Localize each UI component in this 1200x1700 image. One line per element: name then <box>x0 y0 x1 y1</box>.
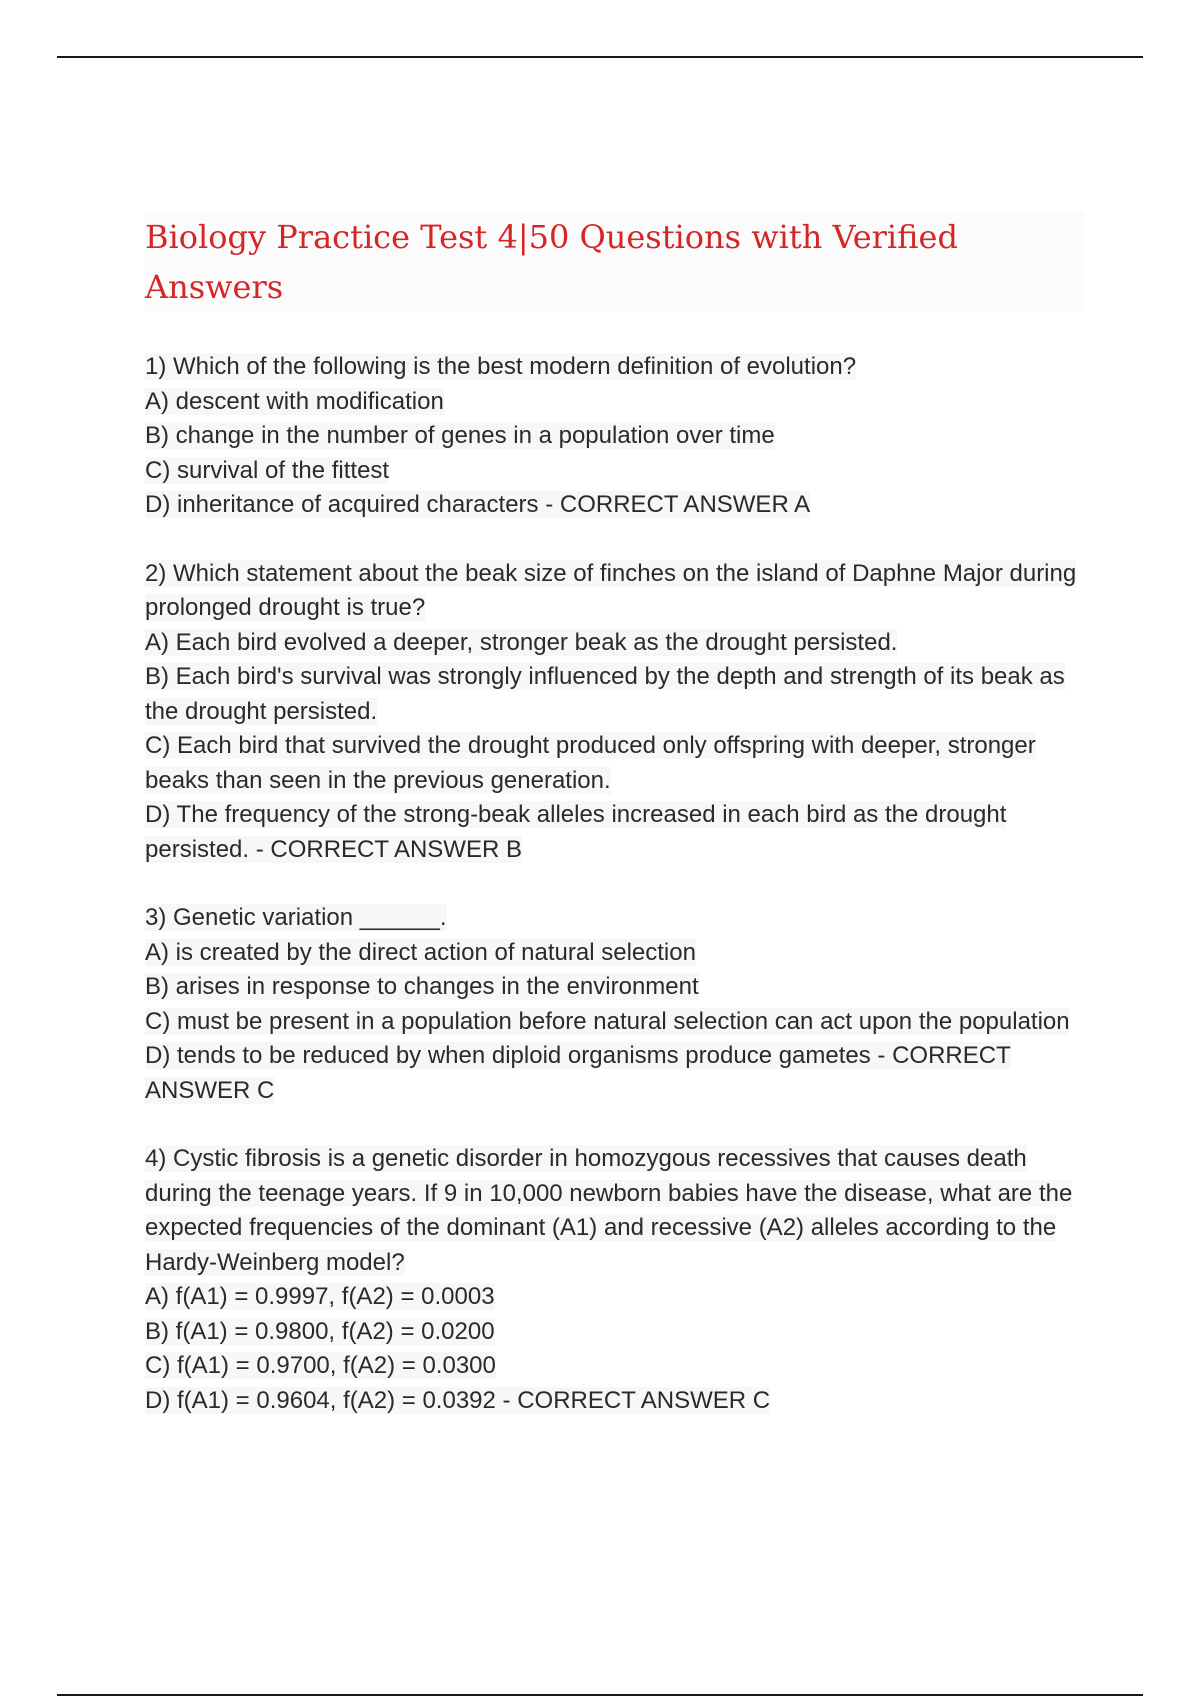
question-2-option-d: D) The frequency of the strong-beak alleles increased in each bird as the drought persisted. - CORRECT ANSWER B <box>145 801 1007 863</box>
question-2-option-a: A) Each bird evolved a deeper, stronger beak as the drought persisted. <box>145 628 898 656</box>
question-1-option-c: C) survival of the fittest <box>145 456 390 484</box>
question-2 <box>145 557 1085 868</box>
question-4 <box>145 1142 1085 1418</box>
question-1-option-b: B) change in the number of genes in a population over time <box>145 422 775 449</box>
question-3-option-a: A) is created by the direct action of natural selection <box>145 938 696 966</box>
document-body <box>145 212 1085 1452</box>
question-3-stem: 3) Genetic variation ______. <box>145 904 447 931</box>
question-3-option-b: B) arises in response to changes in the environment <box>145 973 699 1000</box>
bottom-rule <box>57 1694 1143 1696</box>
question-4-option-d: D) f(A1) = 0.9604, f(A2) = 0.0392 - CORRECT ANSWER C <box>145 1386 771 1414</box>
question-3-option-d: D) tends to be reduced by when diploid organisms produce gametes - CORRECT ANSWER C <box>145 1042 1011 1104</box>
top-rule <box>57 56 1143 58</box>
question-2-option-b: B) Each bird's survival was strongly influenced by the depth and strength of its beak as the drought persisted. <box>145 663 1065 725</box>
question-1-option-d: D) inheritance of acquired characters - CORRECT ANSWER A <box>145 491 811 518</box>
question-1 <box>145 350 1085 523</box>
question-2-stem: 2) Which statement about the beak size of finches on the island of Daphne Major during prolonged drought is true? <box>145 559 1077 621</box>
question-4-option-c: C) f(A1) = 0.9700, f(A2) = 0.0300 <box>145 1352 496 1379</box>
question-4-stem: 4) Cystic fibrosis is a genetic disorder in homozygous recessives that causes death during the teenage years. If 9 in 10,000 newborn babies have the disease, what are the expected frequencies of the dominant (A1) and recessive (A2) alleles according to the Hardy-Weinberg model? <box>145 1145 1073 1276</box>
document-title: Biology Practice Test 4|50 Questions with Verified Answers <box>145 212 1085 312</box>
question-2-option-c: C) Each bird that survived the drought produced only offspring with deeper, stronger beaks than seen in the previous generation. <box>145 732 1036 794</box>
question-1-option-a: A) descent with modification <box>145 387 444 415</box>
question-3-option-c: C) must be present in a population before natural selection can act upon the population <box>145 1007 1070 1035</box>
question-1-stem: 1) Which of the following is the best modern definition of evolution? <box>145 353 857 380</box>
question-4-option-a: A) f(A1) = 0.9997, f(A2) = 0.0003 <box>145 1283 495 1310</box>
question-4-option-b: B) f(A1) = 0.9800, f(A2) = 0.0200 <box>145 1317 495 1345</box>
question-3 <box>145 901 1085 1108</box>
